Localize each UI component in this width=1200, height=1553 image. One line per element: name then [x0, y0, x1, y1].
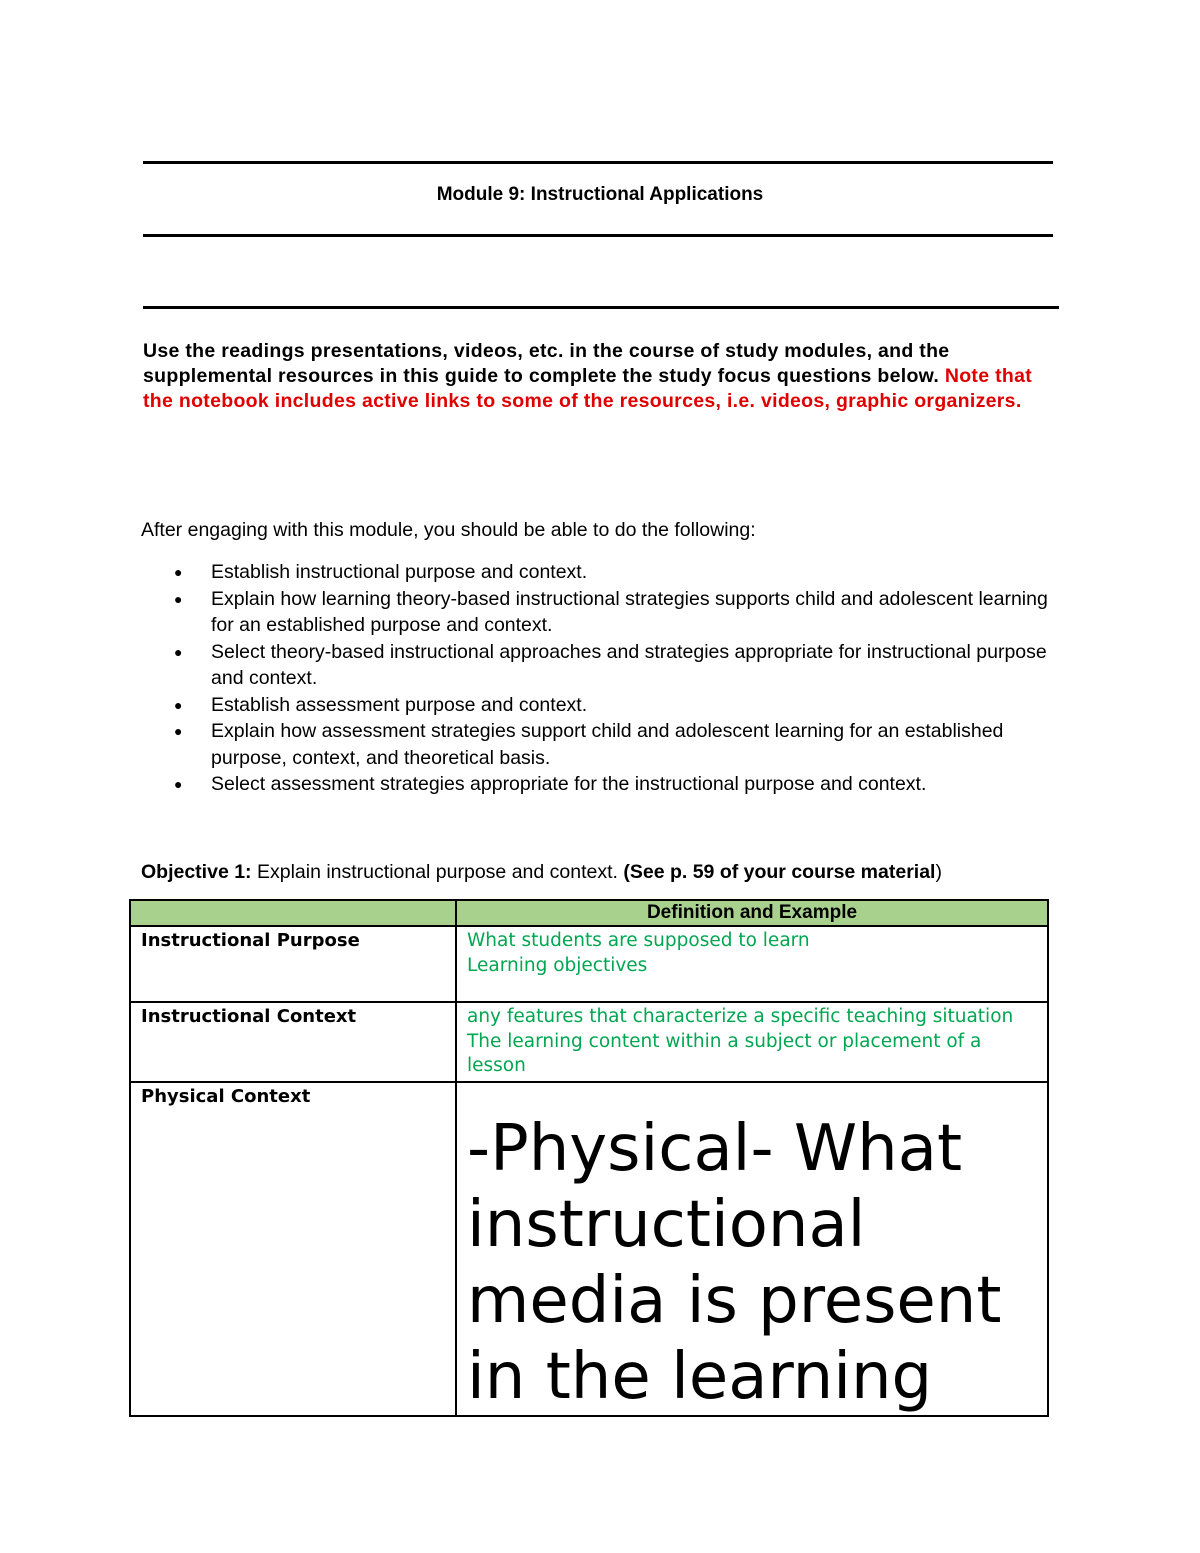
table-row	[130, 1082, 1048, 1416]
intro-note-text: Note that the notebook includes active links to some of the resources, i.e. videos, graphic organizers.	[143, 365, 1033, 412]
bullet-icon: ●	[174, 723, 183, 739]
list-item	[141, 692, 1071, 719]
objective-text: Establish assessment purpose and context.	[211, 693, 588, 716]
horizontal-rule	[143, 306, 1059, 309]
bullet-icon: ●	[174, 590, 183, 607]
objective-text: Explain how assessment strategies support child and adolescent learning for an established purpose, context, and theoretical basis.	[211, 720, 1004, 769]
bullet-icon: ●	[174, 696, 183, 713]
definition-cell[interactable]	[456, 1082, 1048, 1416]
list-item	[141, 586, 1071, 639]
row-label-instructional-context: Instructional Context	[130, 1002, 456, 1082]
objective-1-text: Explain instructional purpose and context.	[251, 861, 624, 883]
list-item	[141, 718, 1071, 771]
definition-table	[129, 899, 1049, 1417]
lead-sentence: After engaging with this module, you should be able to do the following:	[141, 519, 756, 541]
header-cell-blank	[130, 900, 456, 926]
objective-1-see: (See p. 59 of your course material	[623, 861, 936, 883]
bullet-icon: ●	[174, 776, 183, 792]
definition-line: What students are supposed to learn	[467, 930, 810, 951]
definition-cell[interactable]	[456, 926, 1048, 1002]
bullet-icon: ●	[174, 643, 183, 660]
row-label-instructional-purpose: Instructional Purpose	[130, 926, 456, 1002]
top-dash-line	[143, 161, 1053, 164]
page-title: Module 9: Instructional Applications	[436, 184, 764, 205]
objective-text: Select theory-based instructional approaches and strategies appropriate for instructional purpose and context.	[211, 640, 1047, 689]
objectives-list	[141, 559, 1071, 798]
definition-cell[interactable]	[456, 1002, 1048, 1082]
table-row	[130, 1002, 1048, 1082]
objective-1-close: )	[935, 861, 942, 883]
definition-line: The learning content within a subject or placement of a lesson	[467, 1030, 982, 1076]
objective-1-heading	[141, 859, 942, 885]
bullet-icon: ●	[174, 564, 183, 580]
table-row	[130, 926, 1048, 1002]
table-header-row	[130, 900, 1048, 926]
row-label-physical-context: Physical Context	[130, 1082, 456, 1416]
list-item	[141, 639, 1071, 692]
list-item	[141, 559, 1071, 586]
list-item	[141, 771, 1071, 798]
objective-1-label: Objective 1:	[141, 861, 252, 883]
definition-line: any features that characterize a specific teaching situation	[467, 1006, 1014, 1027]
objective-text: Explain how learning theory-based instructional strategies supports child and adolescent learning for an established purpose and context.	[211, 587, 1048, 636]
objective-text: Establish instructional purpose and context.	[211, 561, 588, 583]
definition-line: Learning objectives	[467, 954, 648, 976]
header-cell-definition: Definition and Example	[456, 900, 1048, 926]
bottom-dash-line	[143, 234, 1053, 237]
intro-bold-text: Use the readings presentations, videos, etc. in the course of study modules, and the supplemental resources in this guide to complete the study focus questions below.	[143, 340, 950, 387]
objective-text: Select assessment strategies appropriate for the instructional purpose and context.	[211, 773, 927, 795]
physical-context-text: -Physical- What instructional media is present in the learning	[467, 1112, 1002, 1414]
intro-paragraph	[143, 339, 1063, 414]
